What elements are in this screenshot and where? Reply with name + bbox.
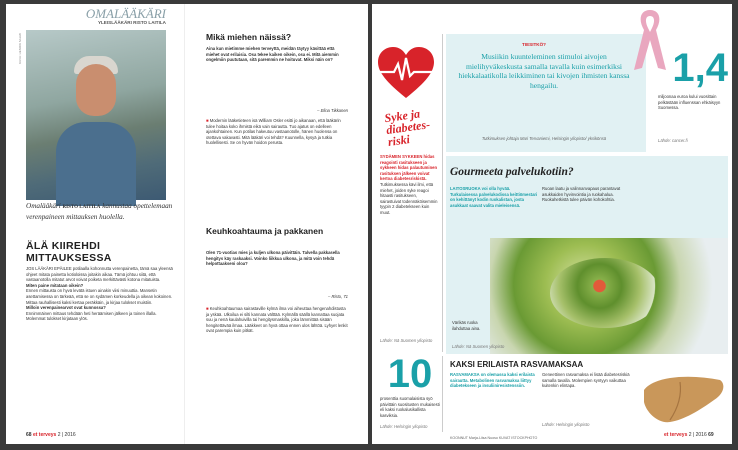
liver-title: KAKSI ERILAISTA RASVAMAKSAA	[450, 360, 584, 369]
caption-highlight: RISTO LAITILA	[62, 205, 101, 210]
divider-2	[442, 356, 443, 432]
mid-lead: Aina kun mietimme miehen terveyttä, meidän täytyy käsittää että miehet ovat erilaisia. Osa tekee kaiken oikein, osa ei. Mitä aiemmin ongelmiin puututaan, sitä paremmin ne hoituvat. Miksi näin on?	[206, 46, 339, 63]
footer-credit	[450, 436, 537, 440]
column-subtitle: YLEISLÄÄKÄRI RISTO LAITILA	[97, 20, 166, 25]
heart-icon	[376, 44, 436, 104]
heart-graphic	[376, 44, 436, 104]
salad-plate	[550, 258, 660, 328]
ten-source: Lähde: Helsingin yliopisto	[380, 424, 428, 429]
photo-credit: KUVA: HENRIK SALMI	[18, 33, 22, 64]
left-body-2: Ennimmäinen mittaus tehdään heti heräämisen jälkeen ja toinen illalla. Molemmat tulokset kirjataan ylös.	[26, 310, 157, 322]
liver-icon	[640, 372, 726, 426]
left-body-lead: JOS LÄÄKÄRI EPÄILEE potilaalla kohonnutta verenpainetta, tämä saa yleensä ohjeet mitata painetta kotioloissa joitakin aikaa. Tämä johtuu siitä, että vastaanotolla mitatut arvot voivat poiketa merkittävästi kotona mitatuista.	[26, 266, 173, 283]
doctor-photo	[26, 30, 166, 200]
column-title: OMALÄÄKÄRI	[85, 6, 166, 21]
caption-name: Omalääkäri	[26, 202, 61, 210]
stat-source: Lähde: cancer.fi	[658, 138, 688, 143]
photo-caption	[26, 202, 174, 221]
right-page	[372, 4, 732, 444]
ten-text: prosenttia suomalaisista syö päivittäin suositusten mukaisesti eli kaksi ruokalusikallista kasviksia.	[380, 396, 440, 418]
stat-big: 1,4	[672, 46, 728, 90]
right-footer	[664, 432, 714, 438]
credit-text: KOONNUT Marja-Liisa Nuoso	[450, 436, 498, 440]
liver-source: Lähde: Helsingin yliopisto	[542, 422, 590, 427]
heart-text	[380, 154, 438, 216]
right-page-number: 69	[708, 432, 714, 438]
caption-text: kannustaa opettelemaan verenpaineen mittauksen huolella.	[26, 202, 173, 221]
heart-lead: SYDÄMEN SYKKEEN hidas reagointi rasitukseen ja sykkeen hidas palautuminen rasituksen jälkeen voivat kertoa diabetesriskistä.	[380, 154, 438, 182]
hyperbole-lead: Olen 71-vuotias mies ja kuljen ulkona päivittäin. Talvella pakkasella hengitys käy raskaaksi. Voinko liikkua ulkona, ja mitä voin tehdä helpottaakseni oloa?	[206, 250, 340, 267]
gourmet-text-1	[450, 186, 538, 208]
gourmet-source: Lähde: Nä Suomen yliopisto	[452, 344, 505, 349]
liver-lead: RASVAMAKSA on olemassa kaksi erilaista sairautta. Metabolinen rasvamaksa liittyy diabetekseen ja insuliiniresistenssiin.	[450, 372, 535, 389]
quote-tag: TIESITKÖ?	[522, 42, 546, 47]
salad-photo	[490, 238, 728, 354]
hyperbole-body	[206, 306, 348, 334]
big-ten: 10	[387, 352, 433, 396]
credit-photos: KUVAT ISTOCKPHOTO	[498, 436, 538, 440]
left-footer	[26, 432, 76, 438]
heart-title: Syke ja diabetes-riski	[383, 106, 431, 149]
heart-source: Lähde: Nä Suomen yliopisto	[380, 338, 433, 343]
heart-body: Tutkimuksessa kävi ilmi, että miehet, joiden syke reagoi hitaasti rasitukseen, sairastuivat todennäköisemmin tyypin 2 diabetekseen kuin muut.	[380, 181, 438, 215]
left-page-number: 68	[26, 432, 32, 438]
left-page	[6, 4, 368, 444]
liver-body: Geneettinen rasvamaksa ei lisää diabetesriskiä samalla tavalla. Molempien syntyyn vaikuttaa kuitenkin elintapa.	[542, 372, 630, 389]
red-bullet: ■	[206, 118, 209, 123]
red-bullet-2: ■	[206, 306, 209, 311]
right-issue: 2 | 2016	[688, 432, 707, 438]
gourmet-caption: Värikäs ruoka ilahduttaa aina.	[452, 320, 481, 331]
question-2: Milloin verenpainearvot ovat kunnossa?	[26, 305, 106, 311]
right-magazine-name: et terveys	[664, 432, 688, 438]
mid-body-text: Modernin lääketieteen isä William Osler esitti jo aikanaan, että lääkärin tulee hoitaa koko ihmistä eikä vain sairautta. Tuo ajatus on edelleen ajankohtainen. Kun potilas hakeutuu vastaanotolle, hänen huolensa on otettava vakavasti. Mitä lääkäri voi tehdä? Kuunnella, kysyä ja tutkia huolellisesti. Se on hyvän hoidon perusta.	[206, 118, 341, 146]
left-magazine-name: et terveys	[32, 432, 57, 438]
stat-text: miljoonaa euroa kului vuosittain pelkästään influenssan ehkäisyyn Suomessa.	[658, 94, 721, 111]
gourmet-body: Ruoan laatu ja valinnanvapaus parantavat asukkaiden hyvinvointia ja ruokahalua. Ruokahetkistä tulee päivän kohokohtia.	[542, 186, 621, 203]
hyperbole-body-text: Keuhkoahtaumaa sairastaville kylmä ilma voi aiheuttaa hengenahdistusta ja yskää. Ulkoilua ei silti kannata välttää. Kylmällä säällä kannattaa suojata suu ja nenä kaulahuivilla tai hengitysmaskilla, joka lämmittää sisään hengitettävää ilmaa. Lääkkeet on hyvä ottaa ennen ulos lähtöä. Lyhyet lenkit ovat parempia kuin pitkät.	[206, 306, 348, 334]
headline: ÄLÄ KIIREHDI MITTAUKSESSA	[26, 240, 112, 264]
gourmet-title: Gourmeeta palvelukotiin?	[450, 166, 574, 178]
quote-source: Tutkimuksen johtaja Mari Tervaniemi, Helsingin yliopisto/ yksikönsä	[481, 136, 607, 141]
question-1: Miten paine mitataan oikein?	[26, 282, 84, 288]
left-article-body	[26, 266, 174, 322]
left-issue: 2 | 2016	[57, 432, 76, 438]
liver-text	[450, 372, 538, 389]
quote-text: Musiikin kuunteleminen stimuloi aivojen mielihyväkeskusta samalla tavalla kuin esimerkiksi hiekkalaatikolla leikkiminen tai kivojen ihmisten kanssa hengailu.	[458, 52, 630, 90]
mid-signature: – Elina Tikkanen	[317, 108, 348, 113]
hyperbole-title: Keuhkoahtauma ja pakkanen	[206, 226, 324, 236]
mid-title: Mikä miehen näissä?	[206, 32, 292, 42]
mid-body	[206, 118, 348, 146]
gutter-shadow	[184, 4, 185, 444]
divider-1	[442, 34, 443, 352]
hyperbole-signature: – Risto, 71	[327, 294, 348, 299]
left-body-1: Ennen mittausta on hyvä levätä istuen ainakin viisi minuuttia. Mansetin asettamisessa on tärkeää, että se on sydämen korkeudella ja oikean kokoinen. Mittaa rauhallisesti kaksi kertaa peräkkäin, ja kirjaa tulokset muistiin.	[26, 288, 173, 305]
liver-illustration	[640, 372, 726, 426]
gourmet-lead: LAITOSRUOKA voi olla hyvää. Turkulaisessa palvelukodissa keittiömestari on kehittänyt kodin ruokalistan, josta asukkaat saavat valita mieleisensä.	[450, 186, 538, 208]
